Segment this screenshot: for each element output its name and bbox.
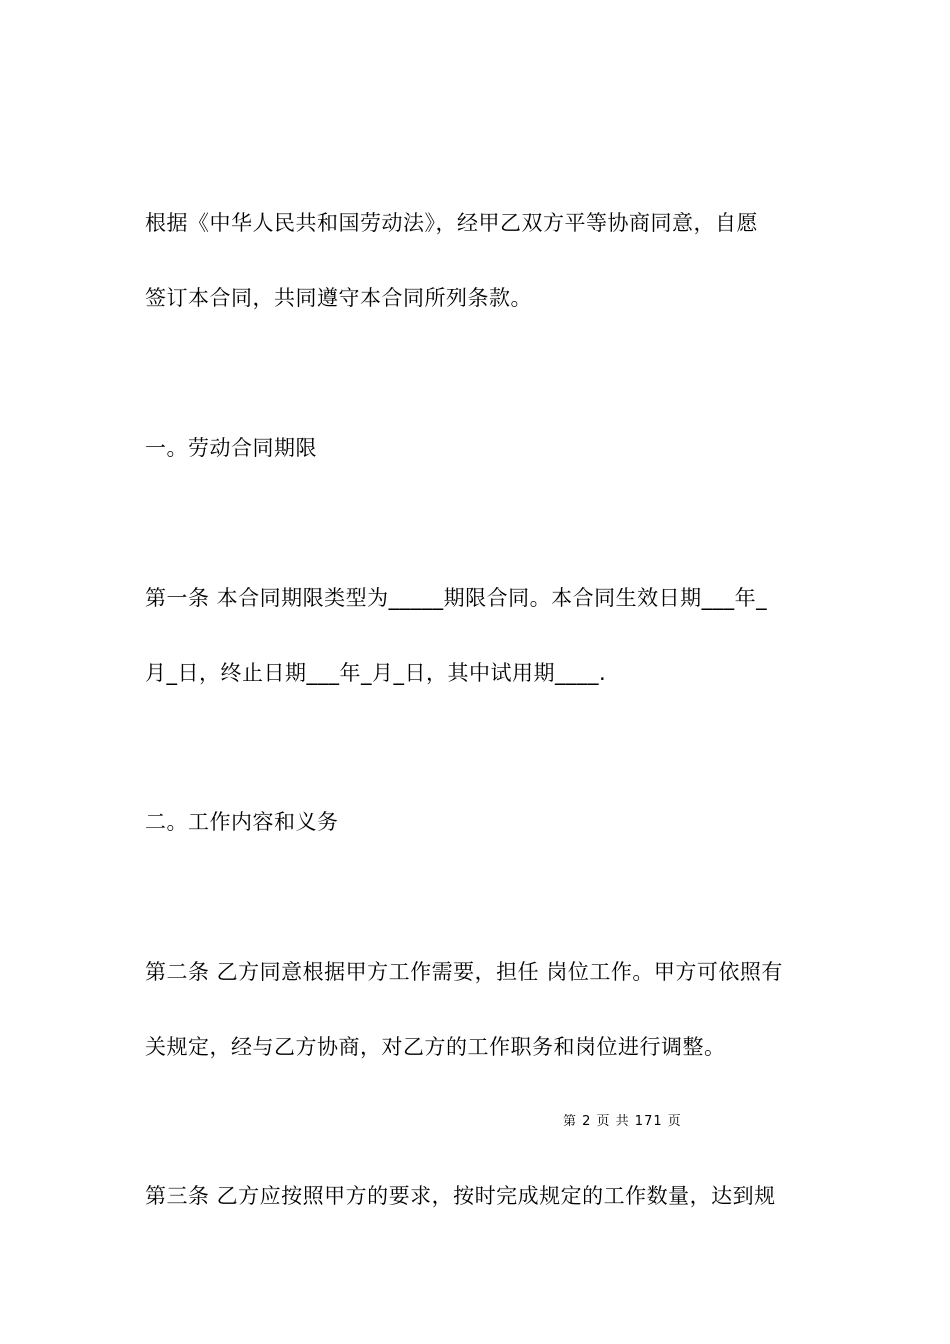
section-heading-2: 二。工作内容和义务 xyxy=(145,810,339,834)
article-1-line-2: 月_日，终止日期___年_月_日，其中试用期____. xyxy=(145,661,607,685)
paragraph-line-2: 签订本合同，共同遵守本合同所列条款。 xyxy=(145,286,532,310)
page-footer: 第 2 页 共 171 页 xyxy=(563,1114,682,1129)
article-1-line-1: 第一条 本合同期限类型为_____期限合同。本合同生效日期___年_ xyxy=(145,586,768,610)
paragraph-line-1: 根据《中华人民共和国劳动法》，经甲乙双方平等协商同意，自愿 xyxy=(145,211,758,235)
article-2-line-1: 第二条 乙方同意根据甲方工作需要，担任 岗位工作。甲方可依照有 xyxy=(145,960,783,984)
section-heading-1: 一。劳动合同期限 xyxy=(145,436,317,460)
article-3-line-1: 第三条 乙方应按照甲方的要求，按时完成规定的工作数量，达到规 xyxy=(145,1184,776,1208)
article-2-line-2: 关规定，经与乙方协商，对乙方的工作职务和岗位进行调整。 xyxy=(145,1035,726,1059)
